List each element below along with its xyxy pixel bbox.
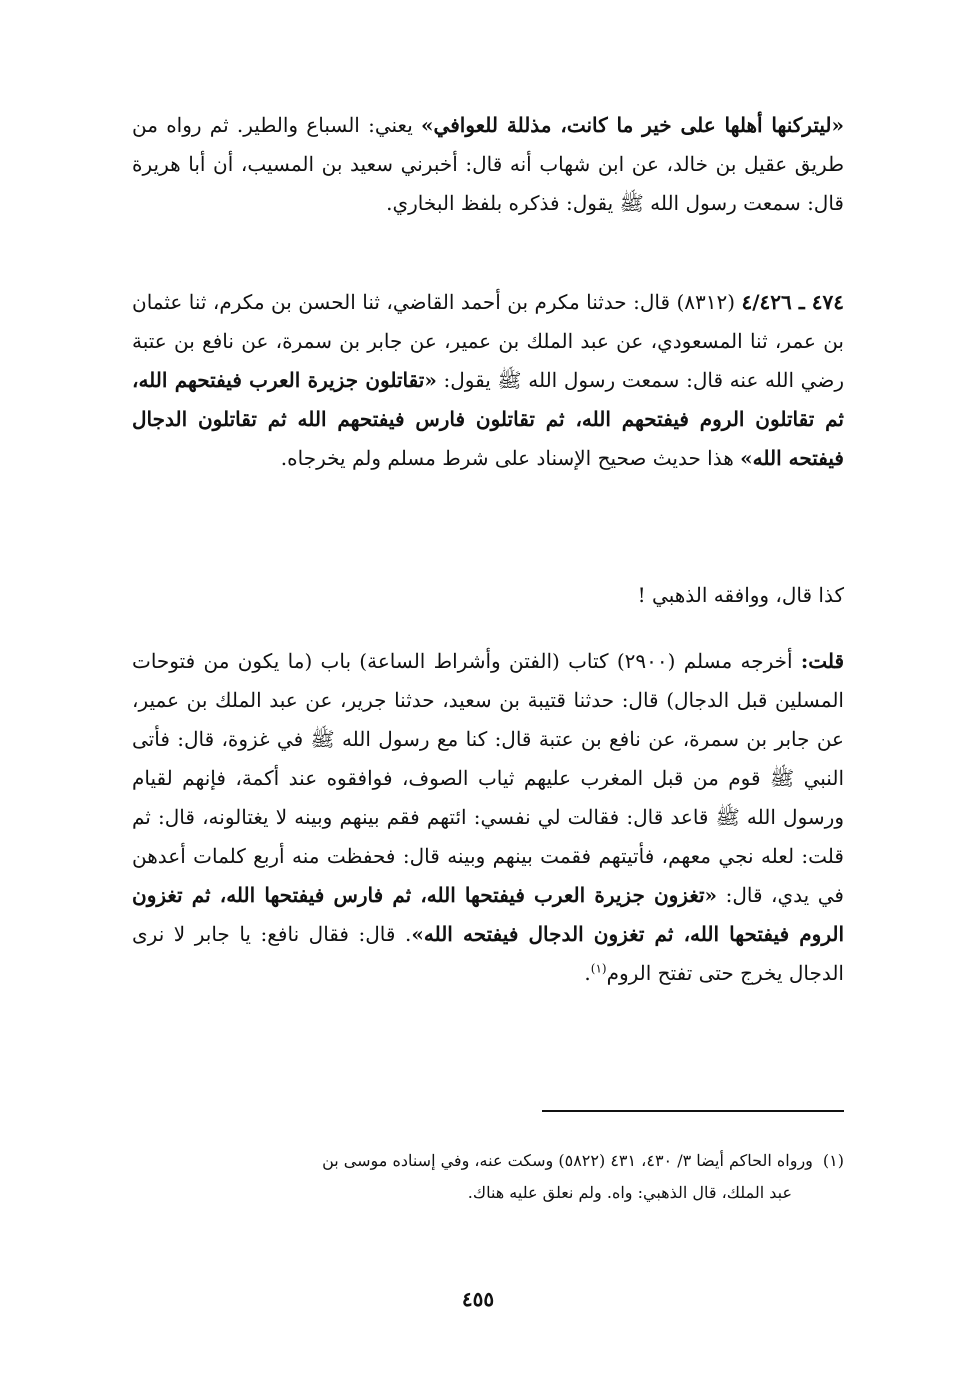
page-number: ٤٥٥: [461, 1287, 495, 1311]
footnote-line-2: [132, 1177, 844, 1209]
hadith-474-grading: هذا حديث صحيح الإسناد على شرط مسلم ولم يخرجاه.: [280, 446, 741, 470]
paragraph-4-text: [132, 642, 844, 993]
hadith-474-chain: (٨٣١٢) قال: حدثنا مكرم بن أحمد القاضي، ثنا الحسن بن مكرم، ثنا عثمان بن عمر، ثنا المسعودي، عن عبد الملك بن عمير، عن جابر بن سمرة، عن نافع بن عتبة رضي الله عنه قال: سمعت رسول الله ﷺ يقول:: [132, 290, 844, 392]
paragraph-4: [132, 642, 844, 993]
paragraph-1-body: يعني: السباع والطير. ثم رواه من طريق عقيل بن خالد، عن ابن شهاب أنه قال: أخبرني سعيد بن المسيب، أن أبا هريرة قال: سمعت رسول الله ﷺ يقول: فذكره بلفظ البخاري.: [132, 113, 844, 215]
hadith-474-text: [132, 283, 844, 478]
paragraph-4-period: .: [584, 961, 591, 985]
footnote-line-1: [132, 1145, 844, 1177]
paragraph-1: [132, 106, 844, 223]
footnote-reference[interactable]: (١): [590, 961, 607, 976]
paragraph-4-quote: «تغزون جزيرة العرب فيفتحها الله، ثم فارس فيفتحها الله، ثم تغزون الروم فيفتحها الله، ثم تغزون الدجال فيفتحه الله»: [132, 883, 845, 946]
hadith-quote: «ليتركنها أهلها على خير ما كانت، مذللة للعوافي»: [421, 113, 844, 137]
qultu-label: قلت:: [800, 649, 845, 673]
hadith-474: [132, 283, 844, 478]
footnote-text-1: ورواه الحاكم أيضا ٣/ ٤٣٠، ٤٣١ (٥٨٢٢) وسكت عنه، وفي إسناده موسى بن: [322, 1151, 813, 1170]
hadith-474-quote: «تقاتلون جزيرة العرب فيفتحهم الله، ثم تقاتلون الروم فيفتحهم الله، ثم تقاتلون فارس فيفتحهم الله ثم تقاتلون الدجال فيفتحه الله»: [132, 368, 844, 470]
footnote-text-2: عبد الملك، قال الذهبي: واه. ولم نعلق عليه هناك.: [467, 1183, 792, 1202]
paragraph-1-text: [132, 106, 844, 223]
paragraph-4-ending: . قال: فقال نافع: يا جابر لا نرى الدجال يخرج حتى تفتح الروم: [132, 922, 844, 985]
footnote-marker: (١): [822, 1151, 844, 1170]
footnote-divider: [542, 1110, 844, 1112]
paragraph-4-body: أخرجه مسلم (٢٩٠٠) كتاب (الفتن وأشراط الساعة) باب (ما يكون من فتوحات المسلين قبل الدجال) قال: حدثنا قتيبة بن سعيد، حدثنا جرير، عن عبد الملك بن عمير، عن جابر بن سمرة، عن نافع بن عتبة قال: كنا مع رسول الله ﷺ في غزوة، قال: فأتى النبي ﷺ قوم من قبل المغرب عليهم ثياب الصوف، فوافقوه عند أكمة، فإنهم لقيام ورسول الله ﷺ قاعد قال: فقالت لي نفسي: ائتهم فقم بينهم وبينه لا يغتالونه، قال: ثم قلت: لعله نجي معهم، فأتيتهم فقمت بينهم وبينه قال: فحفظت منه أربع كلمات أعدهن في يدي، قال:: [132, 649, 844, 907]
comment-paragraph: [132, 576, 844, 615]
footnote: [132, 1145, 844, 1209]
comment-line: كذا قال، ووافقه الذهبي !: [637, 583, 844, 607]
hadith-number: ٤٧٤ ـ ٤/٤٢٦: [741, 290, 844, 314]
